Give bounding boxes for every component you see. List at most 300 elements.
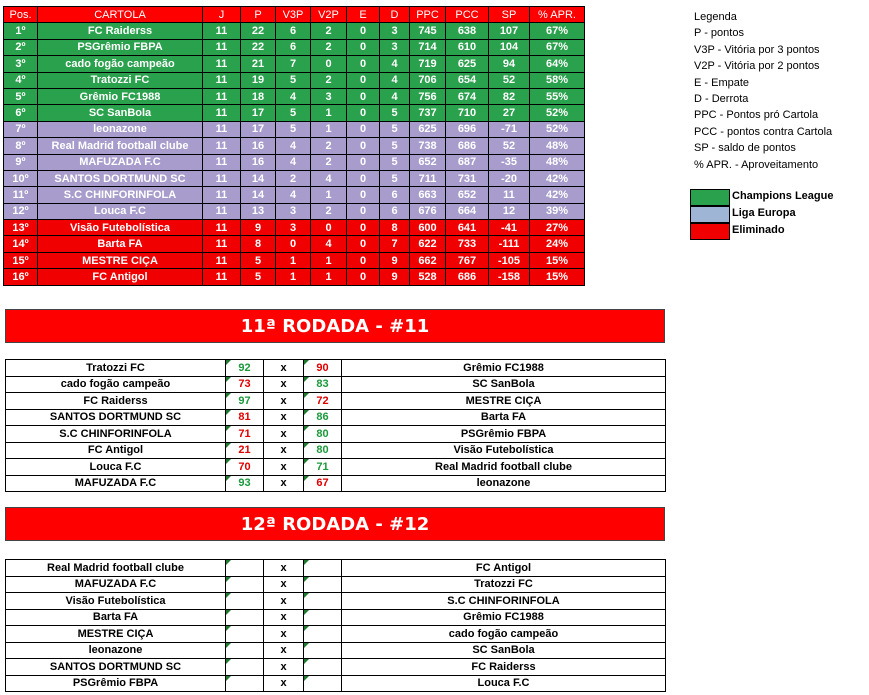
standings-cell-apr: 58% (530, 72, 585, 88)
match-row (6, 409, 666, 426)
legend-item: V3P - Vitória por 3 pontos (694, 43, 820, 56)
standings-cell-pcc: 686 (446, 138, 489, 154)
away-score: 80 (304, 442, 342, 459)
vs-separator: x (264, 475, 304, 492)
standings-cell-p: 18 (241, 88, 276, 104)
home-team: Barta FA (6, 609, 226, 626)
standings-cell-j: 11 (203, 121, 241, 137)
away-score: 67 (304, 475, 342, 492)
standings-cell-j: 11 (203, 269, 241, 285)
standings-cell-sp: 52 (489, 72, 530, 88)
standings-cell-pos: 12º (4, 203, 38, 219)
standings-cell-sp: -111 (489, 236, 530, 252)
standings-cell-v2p: 2 (311, 154, 347, 170)
standings-cell-v3p: 0 (276, 236, 311, 252)
standings-cell-e: 0 (347, 105, 380, 121)
standings-row (4, 187, 585, 203)
standings-cell-j: 11 (203, 138, 241, 154)
standings-cell-ppc: 600 (410, 220, 446, 236)
standings-cell-team: Real Madrid football clube (38, 138, 203, 154)
away-score (304, 626, 342, 643)
standings-cell-v2p: 1 (311, 121, 347, 137)
standings-cell-v3p: 4 (276, 154, 311, 170)
standings-row (4, 170, 585, 186)
standings-cell-apr: 52% (530, 105, 585, 121)
standings-cell-team: MESTRE CIÇA (38, 252, 203, 268)
standings-cell-v3p: 1 (276, 269, 311, 285)
standings-cell-pos: 16º (4, 269, 38, 285)
legend-zone-eliminado (690, 223, 869, 239)
standings-cell-v2p: 1 (311, 105, 347, 121)
standings-cell-team: MAFUZADA F.C (38, 154, 203, 170)
standings-cell-sp: -41 (489, 220, 530, 236)
vs-separator: x (264, 426, 304, 443)
standings-cell-team: cado fogão campeão (38, 56, 203, 72)
standings-cell-ppc: 756 (410, 88, 446, 104)
standings-cell-v3p: 3 (276, 203, 311, 219)
away-score: 83 (304, 376, 342, 393)
standings-cell-pos: 2º (4, 39, 38, 55)
away-score: 72 (304, 393, 342, 410)
standings-cell-team: Louca F.C (38, 203, 203, 219)
match-row (6, 593, 666, 610)
standings-cell-sp: 94 (489, 56, 530, 72)
standings-cell-pos: 3º (4, 56, 38, 72)
home-team: Louca F.C (6, 459, 226, 476)
standings-cell-ppc: 622 (410, 236, 446, 252)
header-pos: Pos. (4, 7, 38, 23)
home-score: 70 (226, 459, 264, 476)
vs-separator: x (264, 593, 304, 610)
standings-cell-pos: 15º (4, 252, 38, 268)
away-team: SC SanBola (342, 642, 666, 659)
away-team: SC SanBola (342, 376, 666, 393)
round11-matches-table (5, 359, 666, 492)
match-row (6, 626, 666, 643)
standings-cell-p: 17 (241, 105, 276, 121)
vs-separator: x (264, 576, 304, 593)
standings-cell-sp: 12 (489, 203, 530, 219)
standings-cell-team: SANTOS DORTMUND SC (38, 170, 203, 186)
home-team: MAFUZADA F.C (6, 475, 226, 492)
standings-cell-j: 11 (203, 88, 241, 104)
away-score: 86 (304, 409, 342, 426)
standings-cell-sp: -105 (489, 252, 530, 268)
header-sp: SP (489, 7, 530, 23)
standings-cell-e: 0 (347, 220, 380, 236)
standings-cell-team: leonazone (38, 121, 203, 137)
standings-header-row (4, 7, 585, 23)
vs-separator: x (264, 360, 304, 377)
match-row (6, 560, 666, 577)
home-score: 73 (226, 376, 264, 393)
standings-cell-ppc: 706 (410, 72, 446, 88)
standings-cell-apr: 15% (530, 269, 585, 285)
standings-cell-d: 3 (380, 39, 410, 55)
standings-cell-ppc: 662 (410, 252, 446, 268)
header-p: P (241, 7, 276, 23)
match-row (6, 426, 666, 443)
standings-cell-apr: 48% (530, 138, 585, 154)
match-row (6, 659, 666, 676)
standings-cell-j: 11 (203, 154, 241, 170)
standings-cell-pos: 14º (4, 236, 38, 252)
standings-cell-p: 14 (241, 170, 276, 186)
away-score (304, 560, 342, 577)
home-team: leonazone (6, 642, 226, 659)
away-score: 71 (304, 459, 342, 476)
standings-cell-v3p: 4 (276, 187, 311, 203)
standings-cell-d: 4 (380, 88, 410, 104)
standings-cell-pos: 11º (4, 187, 38, 203)
standings-cell-ppc: 528 (410, 269, 446, 285)
legend-item: SP - saldo de pontos (694, 142, 796, 155)
home-score (226, 609, 264, 626)
standings-cell-pcc: 674 (446, 88, 489, 104)
vs-separator: x (264, 626, 304, 643)
standings-cell-d: 9 (380, 252, 410, 268)
round11-banner: 11ª RODADA - #11 (5, 309, 665, 343)
vs-separator: x (264, 659, 304, 676)
vs-separator: x (264, 675, 304, 692)
away-team: Louca F.C (342, 675, 666, 692)
standings-cell-apr: 42% (530, 187, 585, 203)
standings-cell-e: 0 (347, 236, 380, 252)
header-e: E (347, 7, 380, 23)
standings-row (4, 72, 585, 88)
standings-cell-v3p: 4 (276, 138, 311, 154)
standings-cell-ppc: 711 (410, 170, 446, 186)
home-score: 93 (226, 475, 264, 492)
standings-cell-v3p: 1 (276, 252, 311, 268)
standings-cell-p: 9 (241, 220, 276, 236)
standings-cell-d: 4 (380, 56, 410, 72)
standings-cell-team: Tratozzi FC (38, 72, 203, 88)
vs-separator: x (264, 459, 304, 476)
header-j: J (203, 7, 241, 23)
standings-cell-d: 4 (380, 72, 410, 88)
standings-row (4, 88, 585, 104)
home-team: cado fogão campeão (6, 376, 226, 393)
standings-cell-e: 0 (347, 72, 380, 88)
home-score: 81 (226, 409, 264, 426)
champions-swatch (690, 189, 730, 206)
standings-cell-j: 11 (203, 236, 241, 252)
standings-cell-sp: -158 (489, 269, 530, 285)
standings-cell-pos: 7º (4, 121, 38, 137)
away-team: PSGrêmio FBPA (342, 426, 666, 443)
standings-row (4, 269, 585, 285)
standings-cell-p: 22 (241, 39, 276, 55)
standings-cell-v3p: 6 (276, 39, 311, 55)
away-score: 90 (304, 360, 342, 377)
header-v2p: V2P (311, 7, 347, 23)
standings-cell-sp: 52 (489, 138, 530, 154)
standings-cell-v3p: 6 (276, 23, 311, 39)
match-row (6, 376, 666, 393)
legend (694, 9, 832, 173)
away-team: Grêmio FC1988 (342, 609, 666, 626)
home-team: S.C CHINFORINFOLA (6, 426, 226, 443)
match-row (6, 475, 666, 492)
away-team: Real Madrid football clube (342, 459, 666, 476)
standings-cell-p: 17 (241, 121, 276, 137)
standings-cell-pos: 8º (4, 138, 38, 154)
standings-cell-v3p: 2 (276, 170, 311, 186)
standings-cell-apr: 24% (530, 236, 585, 252)
away-team: Barta FA (342, 409, 666, 426)
standings-cell-d: 5 (380, 121, 410, 137)
away-score (304, 675, 342, 692)
away-score (304, 659, 342, 676)
standings-cell-d: 7 (380, 236, 410, 252)
away-score (304, 642, 342, 659)
standings-cell-p: 14 (241, 187, 276, 203)
home-score (226, 642, 264, 659)
legend-zone-label: Liga Europa (732, 207, 796, 219)
standings-cell-team: S.C CHINFORINFOLA (38, 187, 203, 203)
away-team: Tratozzi FC (342, 576, 666, 593)
standings-cell-d: 5 (380, 138, 410, 154)
standings-cell-apr: 48% (530, 154, 585, 170)
standings-row (4, 23, 585, 39)
legend-item: E - Empate (694, 76, 750, 89)
standings-cell-e: 0 (347, 23, 380, 39)
match-row (6, 642, 666, 659)
match-row (6, 360, 666, 377)
standings-cell-p: 8 (241, 236, 276, 252)
standings-cell-ppc: 663 (410, 187, 446, 203)
standings-cell-v2p: 1 (311, 269, 347, 285)
match-row (6, 459, 666, 476)
standings-cell-d: 9 (380, 269, 410, 285)
standings-cell-j: 11 (203, 252, 241, 268)
home-team: PSGrêmio FBPA (6, 675, 226, 692)
header-v3p: V3P (276, 7, 311, 23)
standings-row (4, 220, 585, 236)
away-team: FC Antigol (342, 560, 666, 577)
standings-cell-ppc: 737 (410, 105, 446, 121)
standings-cell-pcc: 664 (446, 203, 489, 219)
standings-row (4, 154, 585, 170)
standings-row (4, 203, 585, 219)
legend-zone-champions (690, 189, 869, 205)
standings-cell-pos: 10º (4, 170, 38, 186)
away-score (304, 576, 342, 593)
standings-cell-p: 16 (241, 138, 276, 154)
standings-cell-ppc: 714 (410, 39, 446, 55)
home-score: 71 (226, 426, 264, 443)
standings-cell-v2p: 2 (311, 39, 347, 55)
standings-row (4, 252, 585, 268)
standings-cell-d: 5 (380, 170, 410, 186)
header-apr: % APR. (530, 7, 585, 23)
standings-cell-j: 11 (203, 23, 241, 39)
standings-cell-apr: 27% (530, 220, 585, 236)
standings-cell-d: 5 (380, 105, 410, 121)
home-score (226, 659, 264, 676)
standings-cell-sp: -71 (489, 121, 530, 137)
legend-zone-europa (690, 206, 869, 222)
home-score: 21 (226, 442, 264, 459)
standings-cell-d: 6 (380, 203, 410, 219)
standings-cell-pos: 6º (4, 105, 38, 121)
standings-cell-e: 0 (347, 56, 380, 72)
vs-separator: x (264, 393, 304, 410)
match-row (6, 609, 666, 626)
standings-cell-team: FC Raiderss (38, 23, 203, 39)
standings-cell-v3p: 5 (276, 105, 311, 121)
standings-cell-p: 5 (241, 252, 276, 268)
vs-separator: x (264, 609, 304, 626)
standings-cell-j: 11 (203, 170, 241, 186)
standings-cell-ppc: 652 (410, 154, 446, 170)
header-d: D (380, 7, 410, 23)
standings-cell-ppc: 745 (410, 23, 446, 39)
away-score (304, 609, 342, 626)
standings-cell-sp: 107 (489, 23, 530, 39)
home-score: 97 (226, 393, 264, 410)
home-score (226, 626, 264, 643)
standings-cell-p: 19 (241, 72, 276, 88)
standings-cell-v2p: 1 (311, 252, 347, 268)
home-team: SANTOS DORTMUND SC (6, 409, 226, 426)
standings-cell-ppc: 625 (410, 121, 446, 137)
standings-cell-apr: 42% (530, 170, 585, 186)
standings-cell-apr: 52% (530, 121, 585, 137)
standings-cell-j: 11 (203, 39, 241, 55)
legend-item: PPC - Pontos pró Cartola (694, 109, 819, 122)
standings-cell-pcc: 696 (446, 121, 489, 137)
standings-cell-apr: 67% (530, 23, 585, 39)
standings-cell-e: 0 (347, 39, 380, 55)
away-team: cado fogão campeão (342, 626, 666, 643)
standings-cell-pcc: 654 (446, 72, 489, 88)
standings-cell-v3p: 4 (276, 88, 311, 104)
vs-separator: x (264, 642, 304, 659)
home-score (226, 593, 264, 610)
standings-cell-j: 11 (203, 203, 241, 219)
standings-table (3, 6, 585, 286)
standings-cell-v2p: 1 (311, 187, 347, 203)
standings-row (4, 105, 585, 121)
standings-cell-d: 6 (380, 187, 410, 203)
standings-row (4, 56, 585, 72)
standings-cell-j: 11 (203, 105, 241, 121)
standings-cell-d: 8 (380, 220, 410, 236)
standings-cell-v2p: 4 (311, 236, 347, 252)
standings-cell-p: 13 (241, 203, 276, 219)
standings-cell-team: Barta FA (38, 236, 203, 252)
standings-cell-pcc: 767 (446, 252, 489, 268)
standings-cell-team: Visão Futebolística (38, 220, 203, 236)
standings-cell-e: 0 (347, 170, 380, 186)
legend-zone-label: Champions League (732, 190, 834, 202)
standings-cell-e: 0 (347, 187, 380, 203)
standings-cell-e: 0 (347, 154, 380, 170)
home-team: MESTRE CIÇA (6, 626, 226, 643)
home-score: 92 (226, 360, 264, 377)
standings-cell-team: PSGrêmio FBPA (38, 39, 203, 55)
standings-cell-v2p: 0 (311, 56, 347, 72)
away-team: leonazone (342, 475, 666, 492)
home-team: Real Madrid football clube (6, 560, 226, 577)
standings-cell-pos: 5º (4, 88, 38, 104)
standings-cell-sp: 27 (489, 105, 530, 121)
standings-cell-pcc: 686 (446, 269, 489, 285)
standings-cell-v2p: 2 (311, 72, 347, 88)
standings-cell-d: 3 (380, 23, 410, 39)
legend-item: % APR. - Aproveitamento (694, 158, 819, 171)
home-team: MAFUZADA F.C (6, 576, 226, 593)
standings-cell-pcc: 625 (446, 56, 489, 72)
standings-cell-p: 22 (241, 23, 276, 39)
standings-cell-pcc: 641 (446, 220, 489, 236)
standings-cell-pcc: 610 (446, 39, 489, 55)
vs-separator: x (264, 376, 304, 393)
home-team: SANTOS DORTMUND SC (6, 659, 226, 676)
standings-cell-v2p: 0 (311, 220, 347, 236)
standings-cell-apr: 39% (530, 203, 585, 219)
vs-separator: x (264, 560, 304, 577)
home-team: FC Antigol (6, 442, 226, 459)
match-row (6, 675, 666, 692)
home-score (226, 576, 264, 593)
standings-cell-pcc: 687 (446, 154, 489, 170)
home-score (226, 675, 264, 692)
standings-cell-pcc: 652 (446, 187, 489, 203)
standings-cell-apr: 64% (530, 56, 585, 72)
standings-cell-pcc: 731 (446, 170, 489, 186)
away-score (304, 593, 342, 610)
standings-cell-team: FC Antigol (38, 269, 203, 285)
legend-item: P - pontos (694, 27, 744, 40)
round12-banner: 12ª RODADA - #12 (5, 507, 665, 541)
standings-cell-apr: 15% (530, 252, 585, 268)
standings-cell-v3p: 7 (276, 56, 311, 72)
standings-cell-pcc: 710 (446, 105, 489, 121)
standings-cell-sp: 104 (489, 39, 530, 55)
legend-zone-label: Eliminado (732, 224, 785, 236)
standings-cell-j: 11 (203, 187, 241, 203)
legend-title: Legenda (694, 11, 737, 23)
standings-cell-sp: -35 (489, 154, 530, 170)
legend-item: PCC - pontos contra Cartola (694, 125, 833, 138)
standings-cell-ppc: 738 (410, 138, 446, 154)
legend-item: D - Derrota (694, 92, 749, 105)
standings-cell-sp: 82 (489, 88, 530, 104)
standings-cell-e: 0 (347, 88, 380, 104)
standings-cell-pos: 4º (4, 72, 38, 88)
standings-cell-e: 0 (347, 252, 380, 268)
standings-cell-e: 0 (347, 203, 380, 219)
header-pcc: PCC (446, 7, 489, 23)
standings-cell-j: 11 (203, 56, 241, 72)
round12-matches-table (5, 559, 666, 692)
away-score: 80 (304, 426, 342, 443)
standings-cell-v2p: 2 (311, 138, 347, 154)
header-cartola: CARTOLA (38, 7, 203, 23)
standings-cell-ppc: 719 (410, 56, 446, 72)
standings-cell-pos: 9º (4, 154, 38, 170)
away-team: Visão Futebolística (342, 442, 666, 459)
europa-swatch (690, 206, 730, 223)
standings-row (4, 236, 585, 252)
standings-cell-p: 16 (241, 154, 276, 170)
standings-cell-apr: 67% (530, 39, 585, 55)
standings-row (4, 138, 585, 154)
standings-cell-sp: -20 (489, 170, 530, 186)
